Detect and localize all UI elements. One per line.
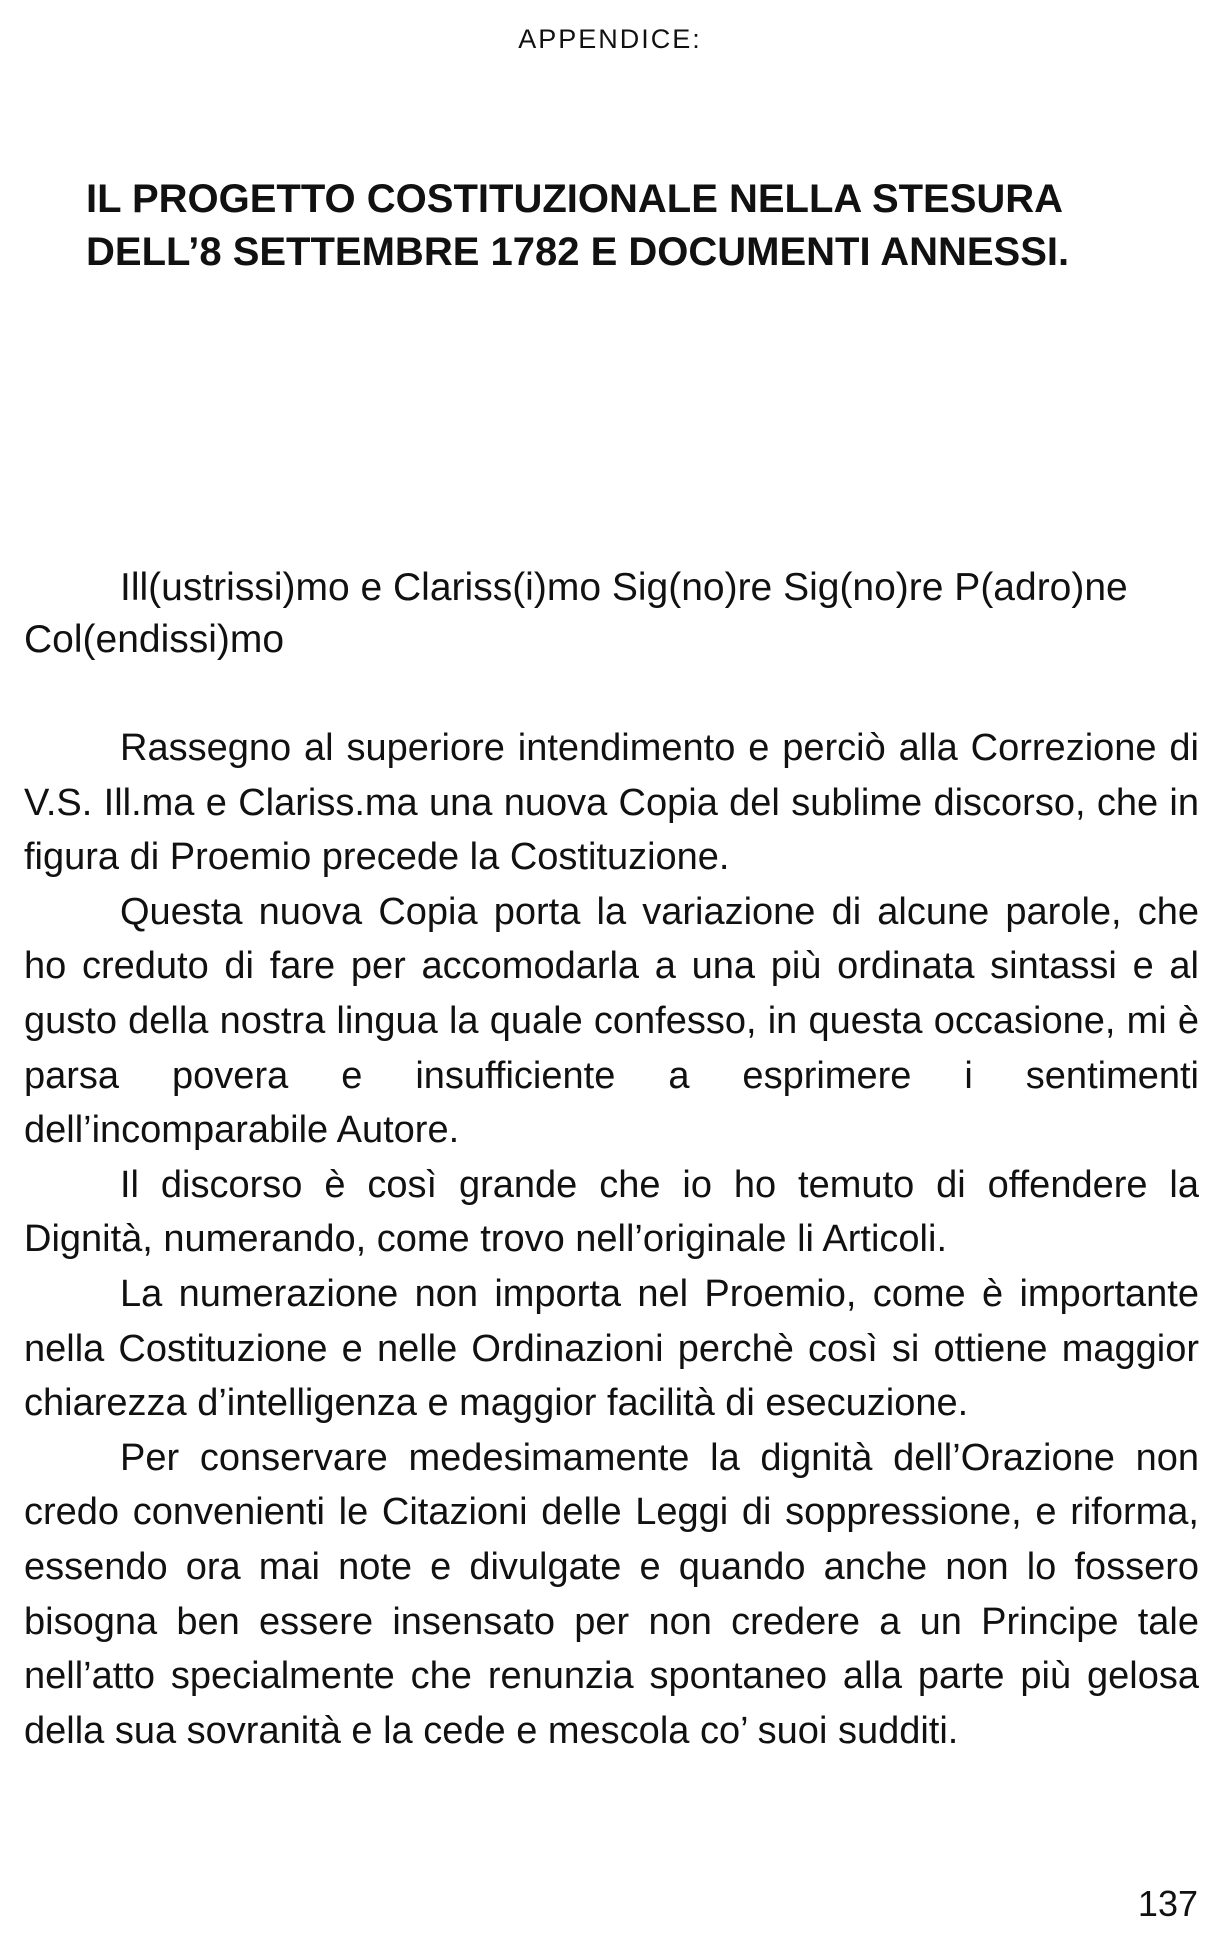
title-line-2: DELL’8 SETTEMBRE 1782 E DOCUMENTI ANNESSI. [86,230,1070,274]
running-head: APPENDICE: [518,24,702,54]
paragraph-5: Per conservare medesimamente la dignità dell’Orazione non credo convenienti le Citazioni delle Leggi di soppressione, e riforma, essendo ora mai note e divulgate e quando anche non lo fossero bisogna ben essere insensato per non credere a un Principe tale nell’atto specialmente che renunzia spontaneo alla parte più gelosa della sua sovranità e la cede e mescola co’ suoi sudditi. [24,1436,1199,1752]
paragraph-4: La numerazione non importa nel Proemio, come è importante nella Costituzione e nelle Ordinazioni perchè così si ottiene maggior chiarezza d’intelligenza e maggior facilità di esecuzione. [24,1272,1199,1425]
salutation [24,562,1199,666]
letter-body [24,721,1199,1758]
paragraph-1: Rassegno al superiore intendimento e perciò alla Correzione di V.S. Ill.ma e Clariss.ma una nuova Copia del sublime discorso, che in figura di Proemio precede la Costituzione. [24,727,1199,879]
salutation-line-2: Col(endissi)mo [24,618,285,661]
document-title [86,173,1186,279]
salutation-line-1: Ill(ustrissi)mo e Clariss(i)mo Sig(no)re Sig(no)re P(adro)ne [120,566,1128,609]
paragraph-2: Questa nuova Copia porta la variazione di alcune parole, che ho creduto di fare per accomodarla a una più ordinata sintassi e al gusto della nostra lingua la quale confesso, in questa occasione, mi è parsa povera e insufficiente a esprimere i sentimenti dell’incomparabile Autore. [24,890,1199,1152]
page-number: 137 [1137,1883,1198,1924]
title-line-1: IL PROGETTO COSTITUZIONALE NELLA STESURA [86,177,1064,221]
paragraph-3: Il discorso è così grande che io ho temuto di offendere la Dignità, numerando, come trovo nell’originale li Articoli. [24,1163,1199,1261]
